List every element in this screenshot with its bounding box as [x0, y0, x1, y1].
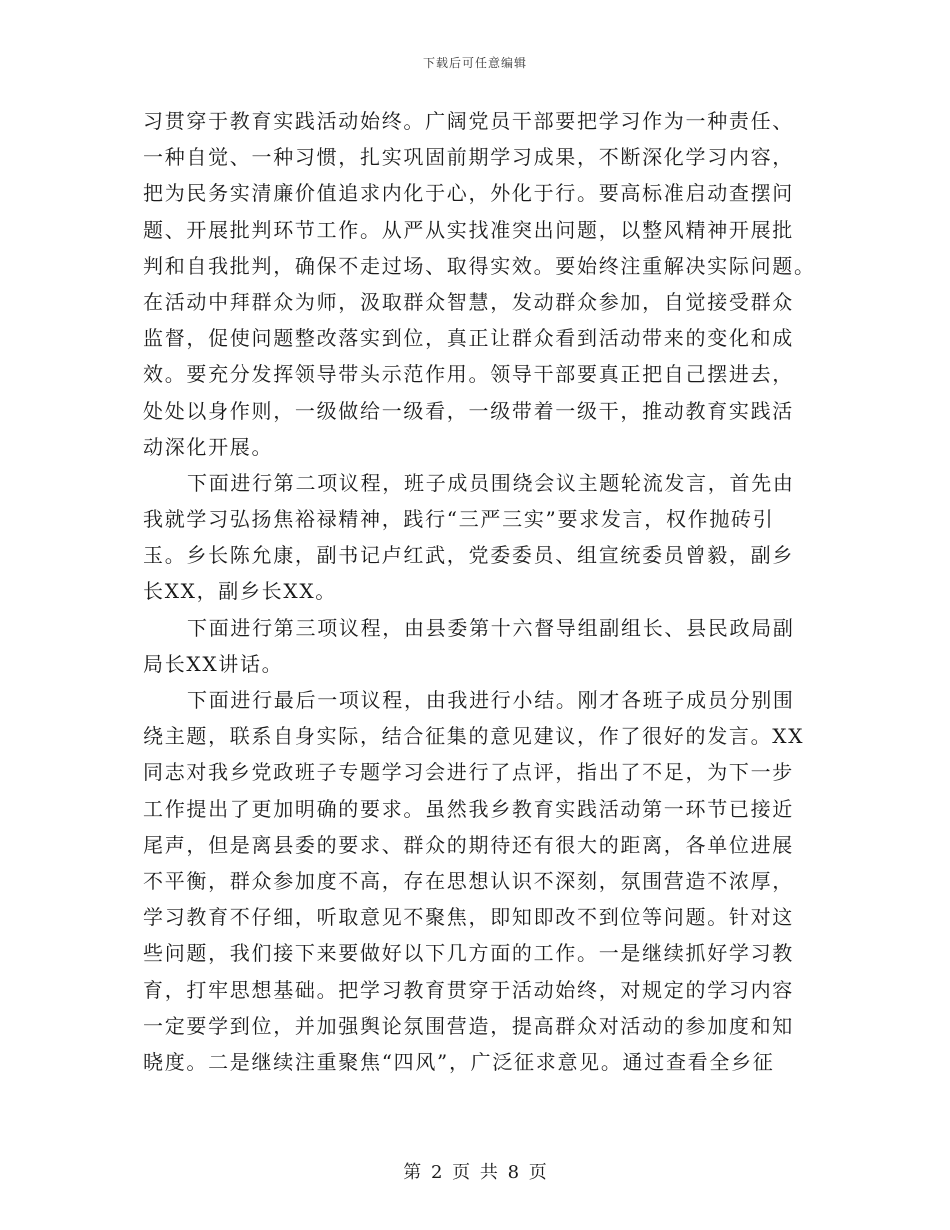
text-line: 学习教育不仔细，听取意见不聚焦，即知即改不到位等问题。针对这: [143, 905, 794, 930]
text-line: 工作提出了更加明确的要求。虽然我乡教育实践活动第一环节已接近: [143, 796, 794, 821]
text-line: 长XX，副乡长XX。: [143, 579, 337, 604]
text-line: 一种自觉、一种习惯，扎实巩固前期学习成果，不断深化学习内容，: [143, 145, 794, 170]
document-body: [143, 103, 816, 1080]
text-line: 题、开展批判环节工作。从严从实找准突出问题，以整风精神开展批: [143, 217, 794, 242]
text-line: 判和自我批判，确保不走过场、取得实效。要始终注重解决实际问题。: [143, 253, 816, 278]
text-line: 我就学习弘扬焦裕禄精神，践行“三严三实”要求发言，权作抛砖引: [143, 507, 775, 532]
text-line: 动深化开展。: [143, 434, 274, 459]
text-line: 育，打牢思想基础。把学习教育贯穿于活动始终，对规定的学习内容: [143, 977, 794, 1002]
text-line: 晓度。二是继续注重聚焦“四风”，广泛征求意见。通过查看全乡征: [143, 1049, 775, 1074]
text-line: 不平衡，群众参加度不高，存在思想认识不深刻，氛围营造不浓厚，: [143, 868, 794, 893]
page-number: 第 2 页 共 8 页: [403, 1162, 547, 1183]
text-line: 下面进行第二项议程，班子成员围绕会议主题轮流发言，首先由: [187, 470, 795, 495]
text-line: 效。要充分发挥领导带头示范作用。领导干部要真正把自己摆进去，: [143, 362, 794, 387]
text-line: 绕主题，联系自身实际，结合征集的意见建议，作了很好的发言。XX: [143, 724, 805, 749]
paragraph: [143, 682, 811, 1080]
paragraph: [143, 103, 816, 465]
text-line: 在活动中拜群众为师，汲取群众智慧，发动群众参加，自觉接受群众: [143, 289, 794, 314]
paragraph: [143, 465, 811, 610]
text-line: 尾声，但是离县委的要求、群众的期待还有很大的距离，各单位进展: [143, 832, 794, 857]
text-line: 玉。乡长陈允康，副书记卢红武，党委委员、组宣统委员曾毅，副乡: [143, 543, 794, 568]
text-line: 些问题，我们接下来要做好以下几方面的工作。一是继续抓好学习教: [143, 941, 794, 966]
paragraph: [143, 610, 811, 682]
text-line: 把为民务实清廉价值追求内化于心，外化于行。要高标准启动查摆问: [143, 181, 794, 206]
text-line: 监督，促使问题整改落实到位，真正让群众看到活动带来的变化和成: [143, 326, 794, 351]
text-line: 局长XX讲话。: [143, 651, 284, 676]
text-line: 下面进行最后一项议程，由我进行小结。刚才各班子成员分别围: [187, 688, 795, 712]
text-line: 一定要学到位，并加强舆论氛围营造，提高群众对活动的参加度和知: [143, 1013, 794, 1038]
text-line: 下面进行第三项议程，由县委第十六督导组副组长、县民政局副: [187, 615, 795, 640]
text-line: 同志对我乡党政班子专题学习会进行了点评，指出了不足，为下一步: [143, 760, 794, 785]
text-line: 习贯穿于教育实践活动始终。广阔党员干部要把学习作为一种责任、: [143, 109, 794, 133]
text-line: 处处以身作则，一级做给一级看，一级带着一级干，推动教育实践活: [143, 398, 794, 423]
page-header: 下载后可任意编辑: [422, 56, 527, 70]
